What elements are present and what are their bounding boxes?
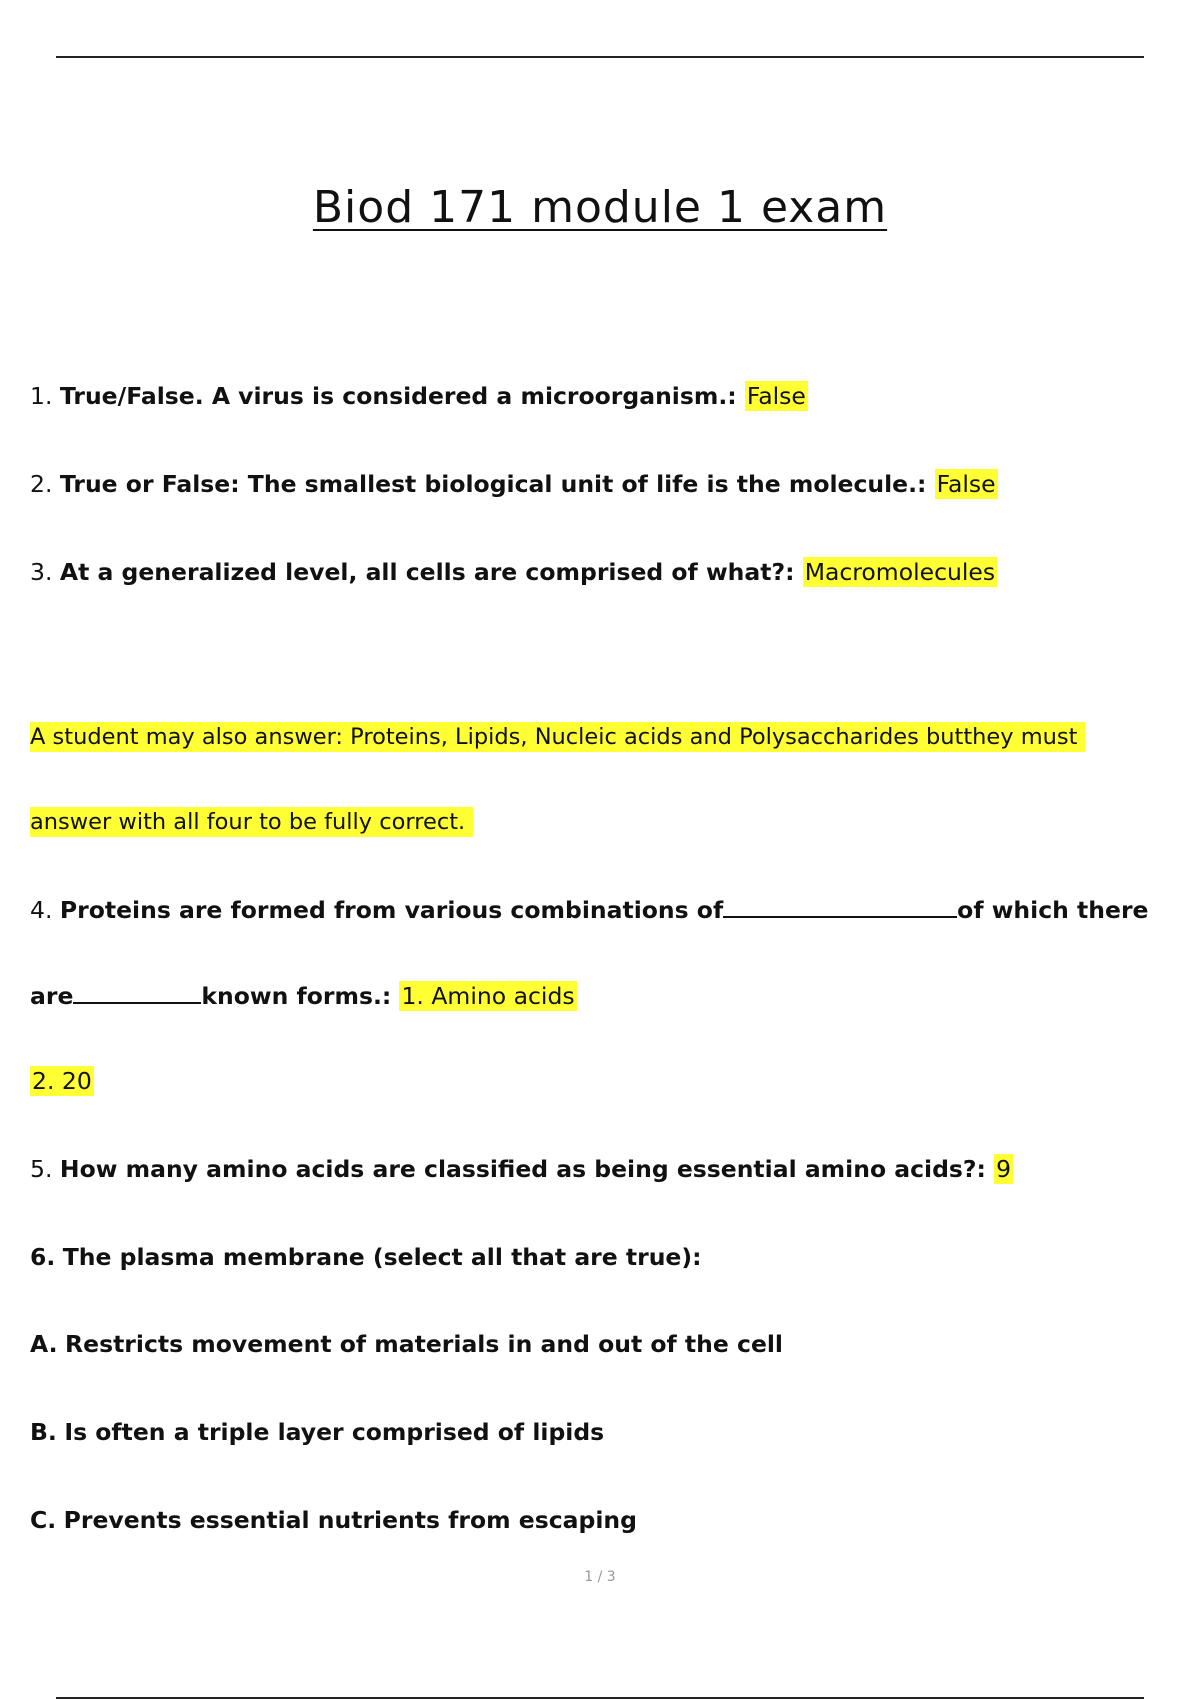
question-4-line-2 (30, 980, 577, 1012)
answer-note-text-1: A student may also answer: Proteins, Lipids, Nucleic acids and Polysaccharides butthey must (30, 722, 1085, 752)
question-6-number: 6. (30, 1243, 56, 1271)
option-b-letter: B. (30, 1418, 57, 1446)
question-5-answer: 9 (996, 1155, 1012, 1183)
question-1-number: 1. (30, 382, 53, 410)
question-4-answer-2: 2. 20 (32, 1067, 92, 1095)
question-1-text: True/False. A virus is considered a microorganism.: (59, 382, 745, 410)
page-title-text: Biod 171 module 1 exam (312, 182, 888, 233)
question-3 (30, 556, 997, 588)
question-3-number: 3. (30, 558, 53, 586)
question-6-text: The plasma membrane (select all that are true): (62, 1243, 702, 1271)
question-6-option-c (30, 1504, 637, 1536)
question-6-option-a (30, 1328, 783, 1360)
option-a-letter: A. (30, 1330, 58, 1358)
question-4-blank-1 (723, 896, 957, 918)
question-4-text-d: known forms.: (201, 982, 400, 1010)
question-2-answer: False (936, 470, 996, 498)
question-5-number: 5. (30, 1155, 53, 1183)
answer-note-text-2: answer with all four to be fully correct. (30, 807, 473, 837)
question-4-number: 4. (30, 896, 53, 924)
question-4-text-a: Proteins are formed from various combinations of (59, 896, 724, 924)
page-indicator: 1 / 3 (584, 1569, 616, 1585)
question-6 (30, 1241, 702, 1273)
question-4-text-b: of which there (957, 896, 1149, 924)
top-rule (56, 56, 1144, 58)
answer-note-line-1 (30, 721, 1085, 753)
question-3-answer: Macromolecules (804, 558, 996, 586)
question-6-option-b (30, 1416, 604, 1448)
option-b-text: Is often a triple layer comprised of lipids (64, 1418, 605, 1446)
option-c-letter: C. (30, 1506, 57, 1534)
page-title (0, 182, 1200, 233)
question-2-number: 2. (30, 470, 53, 498)
question-5-text: How many amino acids are classified as being essential amino acids?: (59, 1155, 995, 1183)
question-4-blank-2 (73, 982, 201, 1004)
option-c-text: Prevents essential nutrients from escaping (63, 1506, 637, 1534)
question-4-line-3 (30, 1065, 94, 1097)
option-a-text: Restricts movement of materials in and out of the cell (65, 1330, 783, 1358)
question-3-text: At a generalized level, all cells are comprised of what?: (59, 558, 803, 586)
question-4-answer-1: 1. Amino acids (401, 982, 575, 1010)
question-1 (30, 380, 808, 412)
question-2-text: True or False: The smallest biological unit of life is the molecule.: (59, 470, 935, 498)
answer-note-line-2 (30, 806, 473, 838)
question-1-answer: False (746, 382, 806, 410)
bottom-rule (56, 1697, 1144, 1699)
question-2 (30, 468, 998, 500)
question-4-line-1 (30, 894, 1149, 926)
question-5 (30, 1153, 1013, 1185)
question-4-text-c: are (30, 982, 74, 1010)
